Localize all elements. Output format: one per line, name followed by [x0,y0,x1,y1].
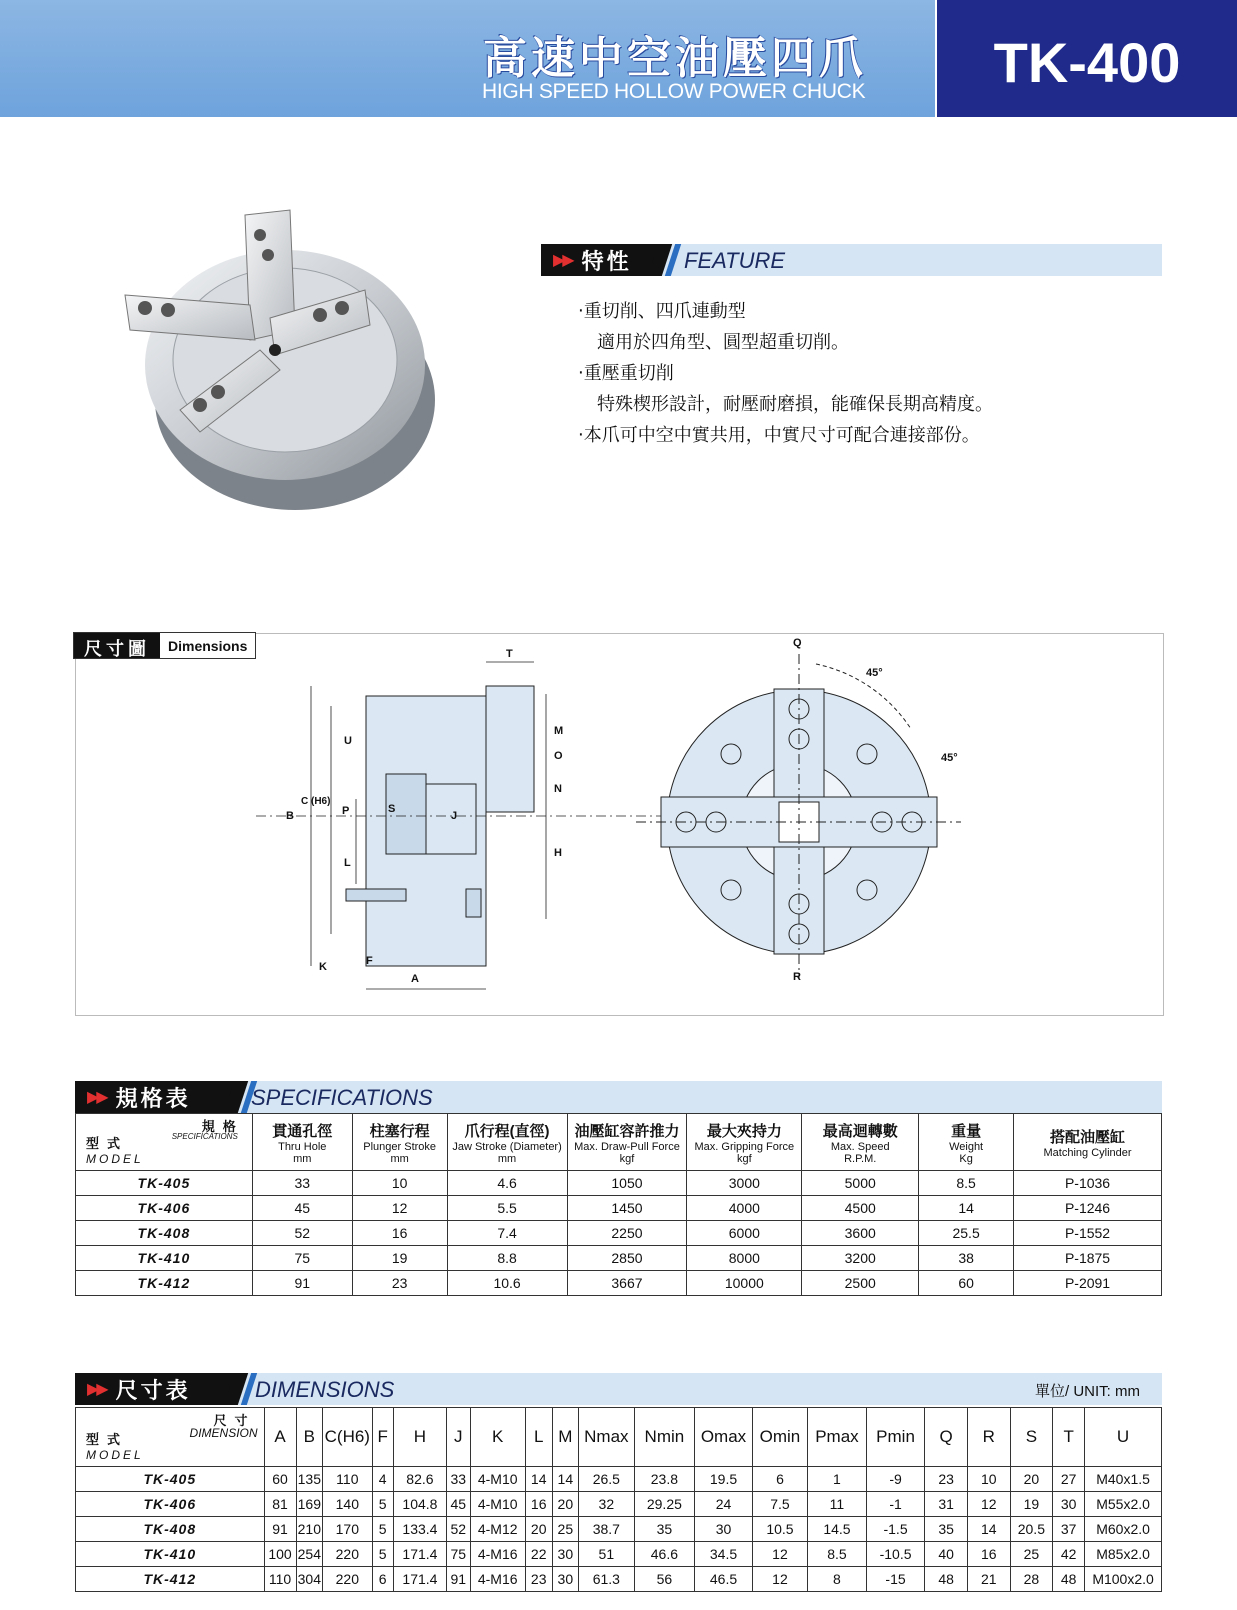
table-cell: 16 [525,1492,552,1517]
table-cell: 14 [919,1196,1014,1221]
double-arrow-icon: ▶▶ [553,252,572,269]
corner-bottom-en: MODEL [86,1448,144,1462]
model-cell: TK-406 [76,1196,253,1221]
table-row [76,1567,1162,1592]
table-cell: 171.4 [393,1567,446,1592]
table-cell: 37 [1053,1517,1085,1542]
table-cell: 19 [352,1246,447,1271]
table-cell: -1.5 [866,1517,925,1542]
table-cell: 28 [1010,1567,1053,1592]
page-title: 高速中空油壓四爪 [483,34,867,83]
dimensions-table [75,1407,1162,1592]
table-cell: 21 [967,1567,1010,1592]
column-header: B [296,1408,323,1467]
table-cell: 4-M12 [470,1517,525,1542]
corner-bottom-zh: 型式 [86,1136,129,1151]
table-header-row [76,1408,1162,1467]
table-cell: 23 [925,1467,968,1492]
table-cell: 4-M16 [470,1542,525,1567]
table-cell: 52 [447,1517,470,1542]
table-cell: 61.3 [579,1567,634,1592]
table-cell: 23.8 [634,1467,695,1492]
table-cell: 1 [808,1467,867,1492]
table-cell: 48 [1053,1567,1085,1592]
label-m: M [554,725,564,737]
table-cell: 3200 [802,1246,919,1271]
table-cell: 2250 [567,1221,687,1246]
page-header [0,0,1237,117]
label-f: F [366,955,373,967]
label-q: Q [793,637,802,649]
table-cell: 40 [925,1542,968,1567]
table-cell: 4-M10 [470,1467,525,1492]
table-cell: 110 [264,1567,296,1592]
table-cell: 20 [1010,1467,1053,1492]
table-cell: 34.5 [695,1542,753,1567]
table-cell: 23 [525,1567,552,1592]
table-cell: 33 [447,1467,470,1492]
table-cell: P-1246 [1014,1196,1162,1221]
table-cell: 8 [808,1567,867,1592]
table-cell: 31 [925,1492,968,1517]
table-cell: 2500 [802,1271,919,1296]
column-header: 柱塞行程 Plunger Stroke mm [352,1114,447,1171]
table-cell: -10.5 [866,1542,925,1567]
table-cell: 8.5 [808,1542,867,1567]
table-cell: 91 [264,1517,296,1542]
table-cell: 6 [752,1467,807,1492]
table-corner-cell [76,1408,265,1467]
table-cell: 4-M16 [470,1567,525,1592]
table-cell: 25.5 [919,1221,1014,1246]
label-angle-2: 45° [941,752,958,764]
table-cell: 45 [252,1196,352,1221]
table-cell: 14 [525,1467,552,1492]
product-image [120,200,450,520]
label-o: O [554,750,563,762]
table-cell: 8000 [687,1246,802,1271]
label-s: S [388,803,396,815]
table-cell: 8.5 [919,1171,1014,1196]
column-header: K [470,1408,525,1467]
table-cell: 5 [372,1492,393,1517]
table-cell: 7.4 [447,1221,567,1246]
table-cell: P-1875 [1014,1246,1162,1271]
label-b: B [286,810,294,822]
table-cell: 14 [967,1517,1010,1542]
column-header: J [447,1408,470,1467]
model-cell: TK-405 [76,1467,265,1492]
column-header: Pmax [808,1408,867,1467]
table-cell: 81 [264,1492,296,1517]
table-cell: 16 [967,1542,1010,1567]
feature-title-block [541,244,659,276]
feature-item: ‧重切削、四爪連動型 [578,301,746,321]
table-cell: 30 [1053,1492,1085,1517]
table-cell: 19 [1010,1492,1053,1517]
table-cell: 12 [752,1567,807,1592]
column-header: 油壓缸容許推力 Max. Draw-Pull Force kgf [567,1114,687,1171]
table-cell: 23 [352,1271,447,1296]
model-cell: TK-410 [76,1542,265,1567]
dimension-drawing-title-zh: 尺寸圖 [74,633,160,658]
table-cell: M55x2.0 [1085,1492,1162,1517]
corner-top-zh: 尺寸 [213,1413,256,1428]
model-cell: TK-410 [76,1246,253,1271]
table-cell: 75 [447,1542,470,1567]
model-cell: TK-408 [76,1517,265,1542]
table-cell: 20 [525,1517,552,1542]
table-cell: P-1036 [1014,1171,1162,1196]
label-r: R [793,971,801,983]
corner-top-en: SPECIFICATIONS [171,1132,238,1141]
dimension-drawing [76,634,1165,1017]
specifications-table [75,1113,1162,1296]
table-cell: 29.25 [634,1492,695,1517]
feature-item: ‧重壓重切削 [578,363,674,383]
table-row [76,1246,1162,1271]
table-cell: 3667 [567,1271,687,1296]
table-row [76,1271,1162,1296]
table-cell: 2850 [567,1246,687,1271]
table-cell: 60 [919,1271,1014,1296]
label-l: L [344,857,351,869]
table-row [76,1542,1162,1567]
table-cell: 11 [808,1492,867,1517]
column-header: 爪行程(直徑) Jaw Stroke (Diameter) mm [447,1114,567,1171]
specifications-title-zh: 規格表 [115,1085,191,1111]
table-row [76,1171,1162,1196]
table-cell: 6000 [687,1221,802,1246]
table-row [76,1517,1162,1542]
table-cell: 5.5 [447,1196,567,1221]
table-cell: 12 [967,1492,1010,1517]
table-cell: 91 [447,1567,470,1592]
table-cell: 4.6 [447,1171,567,1196]
column-header: 重量 Weight Kg [919,1114,1014,1171]
table-cell: 220 [323,1567,372,1592]
feature-title-zh: 特性 [581,248,632,274]
table-cell: 27 [1053,1467,1085,1492]
table-cell: 10 [352,1171,447,1196]
model-cell: TK-406 [76,1492,265,1517]
table-cell: 48 [925,1567,968,1592]
table-cell: 220 [323,1542,372,1567]
table-cell: 5 [372,1542,393,1567]
table-row [76,1467,1162,1492]
table-cell: -15 [866,1567,925,1592]
specifications-band [75,1081,1162,1113]
table-cell: 12 [352,1196,447,1221]
table-cell: 20 [552,1492,579,1517]
table-cell: 46.6 [634,1542,695,1567]
column-header: Omax [695,1408,753,1467]
label-n: N [554,783,562,795]
table-cell: 75 [252,1246,352,1271]
dimensions-band [75,1373,1162,1405]
column-header: R [967,1408,1010,1467]
feature-item: ‧本爪可中空中實共用，中實尺寸可配合連接部份。 [578,425,980,445]
column-header: C(H6) [323,1408,372,1467]
table-cell: 140 [323,1492,372,1517]
label-u: U [344,735,352,747]
corner-bottom-zh: 型式 [86,1432,129,1447]
feature-title-en: FEATURE [684,248,786,273]
jaw-section [486,686,534,812]
label-p: P [342,805,350,817]
column-header: A [264,1408,296,1467]
model-cell: TK-405 [76,1171,253,1196]
table-cell: 25 [1010,1542,1053,1567]
table-cell: 24 [695,1492,753,1517]
column-header: Omin [752,1408,807,1467]
table-cell: 46.5 [695,1567,753,1592]
table-cell: 1050 [567,1171,687,1196]
table-cell: P-2091 [1014,1271,1162,1296]
column-header: 搭配油壓缸 Matching Cylinder [1014,1114,1162,1171]
table-row [76,1196,1162,1221]
specifications-title-en: SPECIFICATIONS [251,1085,433,1110]
model-name: TK-400 [993,31,1181,94]
table-cell: 38.7 [579,1517,634,1542]
table-cell: M40x1.5 [1085,1467,1162,1492]
table-cell: 135 [296,1467,323,1492]
label-c: C (H6) [301,796,331,807]
feature-band [541,244,1162,276]
table-cell: 6 [372,1567,393,1592]
table-cell: 4000 [687,1196,802,1221]
feature-item: 適用於四角型、圓型超重切削。 [597,332,849,352]
table-cell: 14.5 [808,1517,867,1542]
table-cell: 133.4 [393,1517,446,1542]
table-cell: 30 [552,1542,579,1567]
label-h: H [554,847,562,859]
table-cell: M85x2.0 [1085,1542,1162,1567]
table-cell: 16 [352,1221,447,1246]
table-cell: 25 [552,1517,579,1542]
table-cell: 10000 [687,1271,802,1296]
table-cell: 56 [634,1567,695,1592]
feature-item: 特殊楔形設計，耐壓耐磨損，能確保長期高精度。 [597,394,993,414]
unit-note: 單位/ UNIT: mm [1035,1383,1140,1400]
column-header: Q [925,1408,968,1467]
column-header: Pmin [866,1408,925,1467]
table-cell: 42 [1053,1542,1085,1567]
column-header: L [525,1408,552,1467]
double-arrow-icon: ▶▶ [87,1089,106,1106]
table-cell: 4-M10 [470,1492,525,1517]
dimension-drawing-title-en: Dimensions [168,638,248,654]
table-cell: M100x2.0 [1085,1567,1162,1592]
table-cell: 35 [925,1517,968,1542]
dimension-drawing-frame [75,633,1164,1016]
table-row [76,1492,1162,1517]
column-header: F [372,1408,393,1467]
table-cell: 170 [323,1517,372,1542]
table-cell: 30 [695,1517,753,1542]
page-subtitle: HIGH SPEED HOLLOW POWER CHUCK [482,80,866,103]
table-cell: 3600 [802,1221,919,1246]
table-cell: 1450 [567,1196,687,1221]
table-cell: 4500 [802,1196,919,1221]
table-header-row [76,1114,1162,1171]
table-cell: 82.6 [393,1467,446,1492]
model-cell: TK-412 [76,1567,265,1592]
table-cell: -9 [866,1467,925,1492]
feature-list [578,296,993,451]
table-cell: 7.5 [752,1492,807,1517]
table-cell: 10.5 [752,1517,807,1542]
table-cell: 60 [264,1467,296,1492]
table-cell: 171.4 [393,1542,446,1567]
table-cell: 5 [372,1517,393,1542]
table-cell: 19.5 [695,1467,753,1492]
table-cell: 254 [296,1542,323,1567]
table-cell: 100 [264,1542,296,1567]
label-t: T [506,648,513,660]
dimensions-rows [76,1467,1162,1592]
table-cell: 51 [579,1542,634,1567]
table-corner-cell [76,1114,253,1171]
corner-top-en: DIMENSION [189,1426,258,1440]
label-a: A [411,973,419,985]
table-cell: 304 [296,1567,323,1592]
model-cell: TK-412 [76,1271,253,1296]
column-header: M [552,1408,579,1467]
model-cell: TK-408 [76,1221,253,1246]
table-cell: M60x2.0 [1085,1517,1162,1542]
table-cell: 8.8 [447,1246,567,1271]
table-cell: -1 [866,1492,925,1517]
dimensions-title-en: DIMENSIONS [255,1377,395,1402]
column-header: T [1053,1408,1085,1467]
table-cell: 5000 [802,1171,919,1196]
table-cell: 3000 [687,1171,802,1196]
dimensions-title-zh: 尺寸表 [115,1377,191,1403]
table-cell: 32 [579,1492,634,1517]
double-arrow-icon: ▶▶ [87,1381,106,1398]
table-cell: 35 [634,1517,695,1542]
column-header: U [1085,1408,1162,1467]
table-cell: 4 [372,1467,393,1492]
table-cell: 12 [752,1542,807,1567]
column-header: Nmax [579,1408,634,1467]
table-cell: 26.5 [579,1467,634,1492]
corner-top-zh: 規格 [201,1119,244,1134]
table-cell: 169 [296,1492,323,1517]
table-cell: 10.6 [447,1271,567,1296]
label-k: K [319,961,327,973]
column-header: 最大夾持力 Max. Gripping Force kgf [687,1114,802,1171]
dimension-drawing-label [73,632,256,659]
table-cell: 91 [252,1271,352,1296]
corner-bottom-en: MODEL [86,1152,144,1166]
table-cell: 210 [296,1517,323,1542]
table-cell: 104.8 [393,1492,446,1517]
table-cell: 52 [252,1221,352,1246]
column-header: 貫通孔徑 Thru Hole mm [252,1114,352,1171]
label-angle-1: 45° [866,667,883,679]
specifications-title-block [75,1081,235,1113]
column-header: Nmin [634,1408,695,1467]
label-j: J [451,810,458,822]
table-cell: 110 [323,1467,372,1492]
table-cell: P-1552 [1014,1221,1162,1246]
table-cell: 14 [552,1467,579,1492]
table-cell: 22 [525,1542,552,1567]
table-cell: 20.5 [1010,1517,1053,1542]
column-header: 最高迴轉數 Max. Speed R.P.M. [802,1114,919,1171]
table-cell: 45 [447,1492,470,1517]
table-row [76,1221,1162,1246]
column-header: S [1010,1408,1053,1467]
table-cell: 33 [252,1171,352,1196]
table-cell: 30 [552,1567,579,1592]
table-cell: 10 [967,1467,1010,1492]
specifications-rows [76,1171,1162,1296]
column-header: H [393,1408,446,1467]
dimensions-title-block [75,1373,235,1405]
table-cell: 38 [919,1246,1014,1271]
